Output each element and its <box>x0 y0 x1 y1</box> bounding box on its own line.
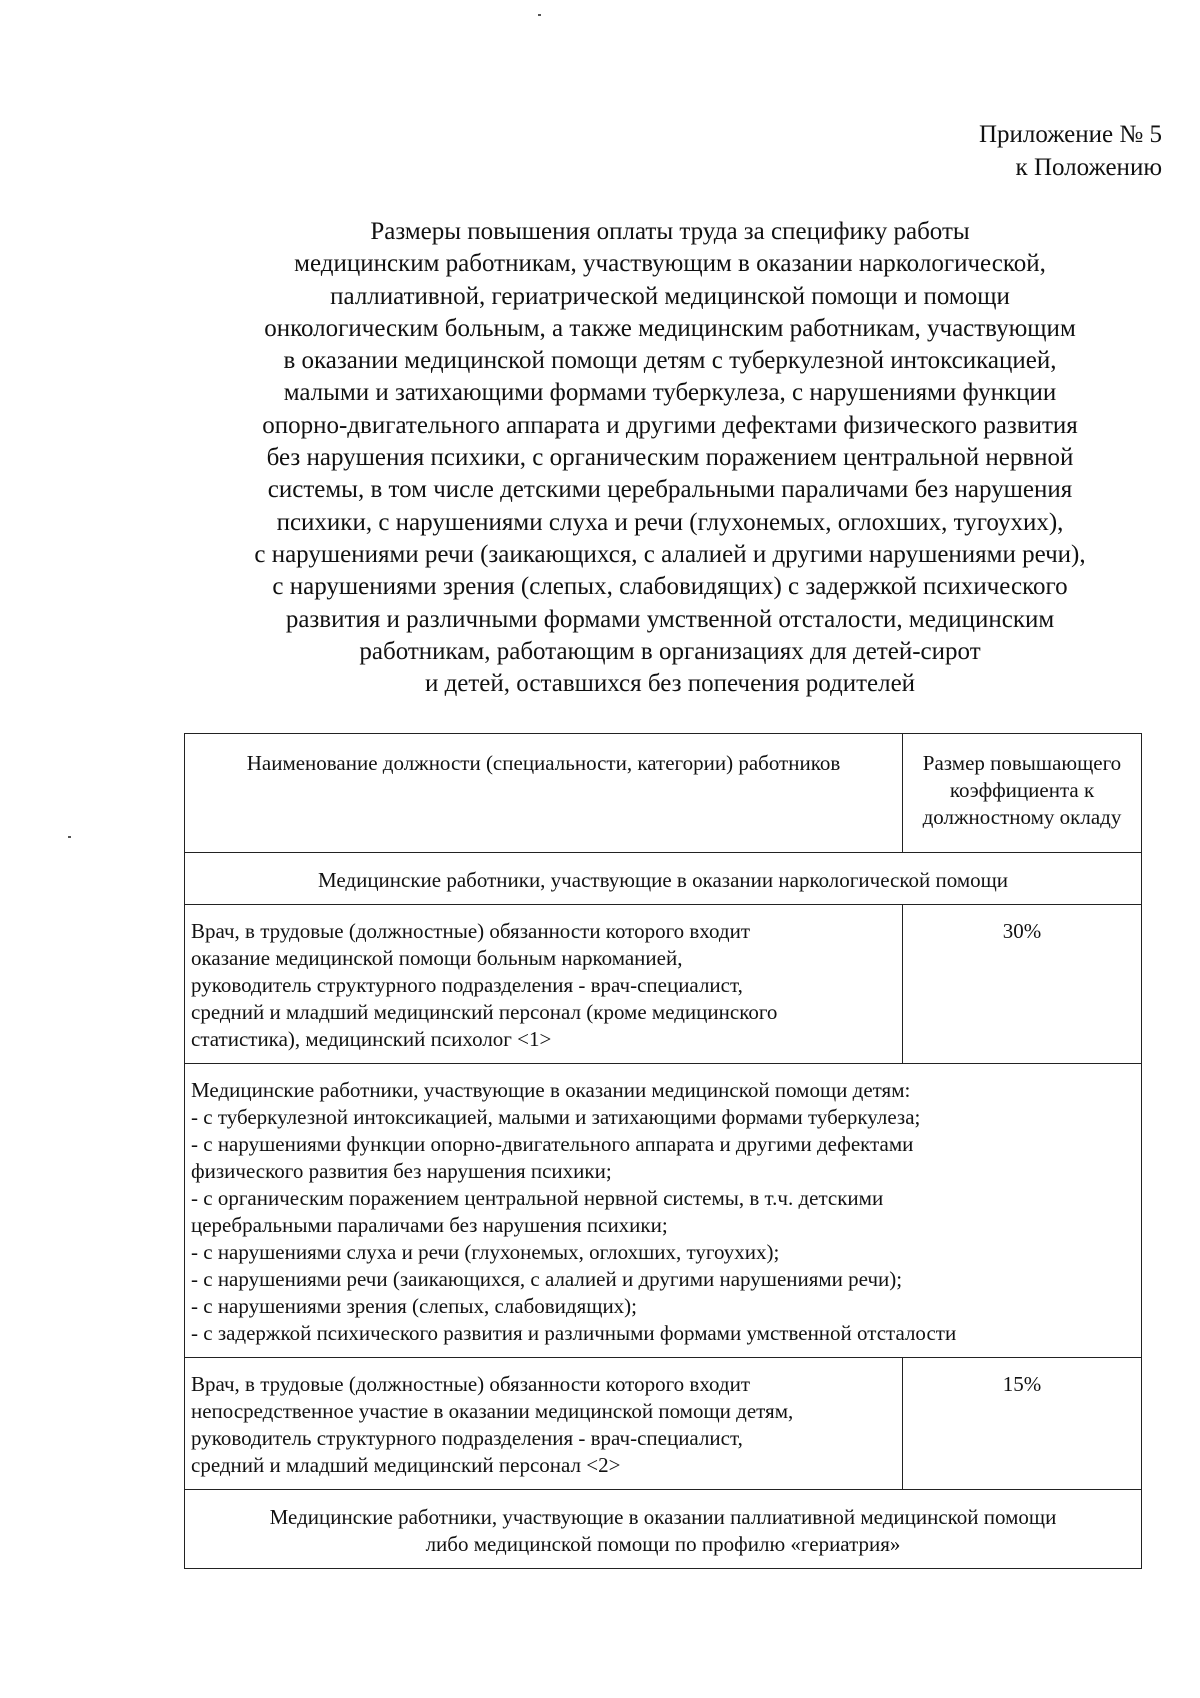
section-line: - с нарушениями слуха и речи (глухонемых, оглохших, тугоухих); <box>191 1240 780 1264</box>
title-line: и детей, оставшихся без попечения родителей <box>424 670 916 698</box>
appendix-reference <box>979 118 1162 184</box>
title-line: системы, в том числе детскими церебральными параличами без нарушения <box>267 476 1073 504</box>
title-line: Размеры повышения оплаты труда за специфику работы <box>370 218 970 245</box>
header-coefficient-line: Размер повышающего <box>922 751 1122 775</box>
position-cell <box>185 905 903 1064</box>
title-line: с нарушениями речи (заикающихся, с алалией и другими нарушениями речи), <box>254 540 1086 568</box>
section-row <box>185 1064 1142 1358</box>
position-line: средний и младший медицинский персонал <2> <box>191 1453 621 1477</box>
header-coefficient <box>903 734 1142 853</box>
section-row <box>185 1490 1142 1569</box>
title-line: медицинским работникам, участвующим в оказании наркологической, <box>294 250 1046 278</box>
position-line: статистика), медицинский психолог <1> <box>191 1027 552 1051</box>
position-cell <box>185 1358 903 1490</box>
scan-speck <box>68 836 71 838</box>
section-line: - с органическим поражением центральной нервной системы, в т.ч. детскими <box>191 1186 884 1210</box>
coefficient-value: 30% <box>903 905 1142 1064</box>
title-line: работникам, работающим в организациях для детей-сирот <box>359 637 981 665</box>
section-line: церебральными параличами без нарушения психики; <box>191 1213 668 1237</box>
position-line: Врач, в трудовые (должностные) обязанности которого входит <box>191 919 751 943</box>
title-line: паллиативной, гериатрической медицинской помощи и помощи <box>330 282 1010 310</box>
section-palliative <box>185 1490 1142 1569</box>
section-line: - с нарушениями речи (заикающихся, с алалией и другими нарушениями речи); <box>191 1267 903 1291</box>
position-line: средний и младший медицинский персонал (кроме медицинского <box>191 1000 778 1024</box>
title-line: психики, с нарушениями слуха и речи (глухонемых, оглохших, тугоухих), <box>276 508 1064 536</box>
table-header-row <box>185 734 1142 853</box>
section-line: - с нарушениями функции опорно-двигательного аппарата и другими дефектами <box>191 1132 914 1156</box>
position-line: Врач, в трудовые (должностные) обязанности которого входит <box>191 1372 751 1396</box>
title-line: с нарушениями зрения (слепых, слабовидящих) с задержкой психического <box>272 573 1068 601</box>
table-row <box>185 905 1142 1064</box>
title-line: в оказании медицинской помощи детям с туберкулезной интоксикацией, <box>283 347 1057 375</box>
coefficient-table <box>184 733 1142 1569</box>
title-line: без нарушения психики, с органическим поражением центральной нервной <box>266 444 1074 472</box>
document-title <box>170 216 1170 700</box>
header-coefficient-line: должностному окладу <box>922 805 1122 829</box>
position-line: непосредственное участие в оказании медицинской помощи детям, <box>191 1399 794 1423</box>
appendix-number: Приложение № 5 <box>978 121 1162 148</box>
title-line: онкологическим больным, а также медицинским работникам, участвующим <box>264 314 1076 342</box>
position-line: руководитель структурного подразделения - врач-специалист, <box>191 973 743 997</box>
section-row <box>185 853 1142 905</box>
appendix-regulation: к Положению <box>1015 154 1162 181</box>
section-line: - с туберкулезной интоксикацией, малыми и затихающими формами туберкулеза; <box>191 1105 921 1129</box>
section-narcology: Медицинские работники, участвующие в оказании наркологической помощи <box>185 853 1142 905</box>
header-coefficient-line: коэффициента к <box>949 778 1095 802</box>
scan-speck <box>538 14 541 16</box>
section-line: физического развития без нарушения психики; <box>191 1159 612 1183</box>
title-line: развития и различными формами умственной отсталости, медицинским <box>285 605 1055 633</box>
table-row <box>185 1358 1142 1490</box>
section-line: либо медицинской помощи по профилю «гериатрия» <box>425 1532 901 1556</box>
section-line: Медицинские работники, участвующие в оказании паллиативной медицинской помощи <box>269 1505 1057 1529</box>
section-children <box>185 1064 1142 1358</box>
position-line: оказание медицинской помощи больным наркоманией, <box>191 946 683 970</box>
section-line: - с задержкой психического развития и различными формами умственной отсталости <box>191 1321 957 1345</box>
coefficient-value: 15% <box>903 1358 1142 1490</box>
section-line: - с нарушениями зрения (слепых, слабовидящих); <box>191 1294 638 1318</box>
position-line: руководитель структурного подразделения - врач-специалист, <box>191 1426 743 1450</box>
header-position-name: Наименование должности (специальности, категории) работников <box>185 734 903 853</box>
section-line: Медицинские работники, участвующие в оказании медицинской помощи детям: <box>191 1078 911 1102</box>
title-line: малыми и затихающими формами туберкулеза, с нарушениями функции <box>283 379 1057 407</box>
title-line: опорно-двигательного аппарата и другими дефектами физического развития <box>262 411 1078 439</box>
